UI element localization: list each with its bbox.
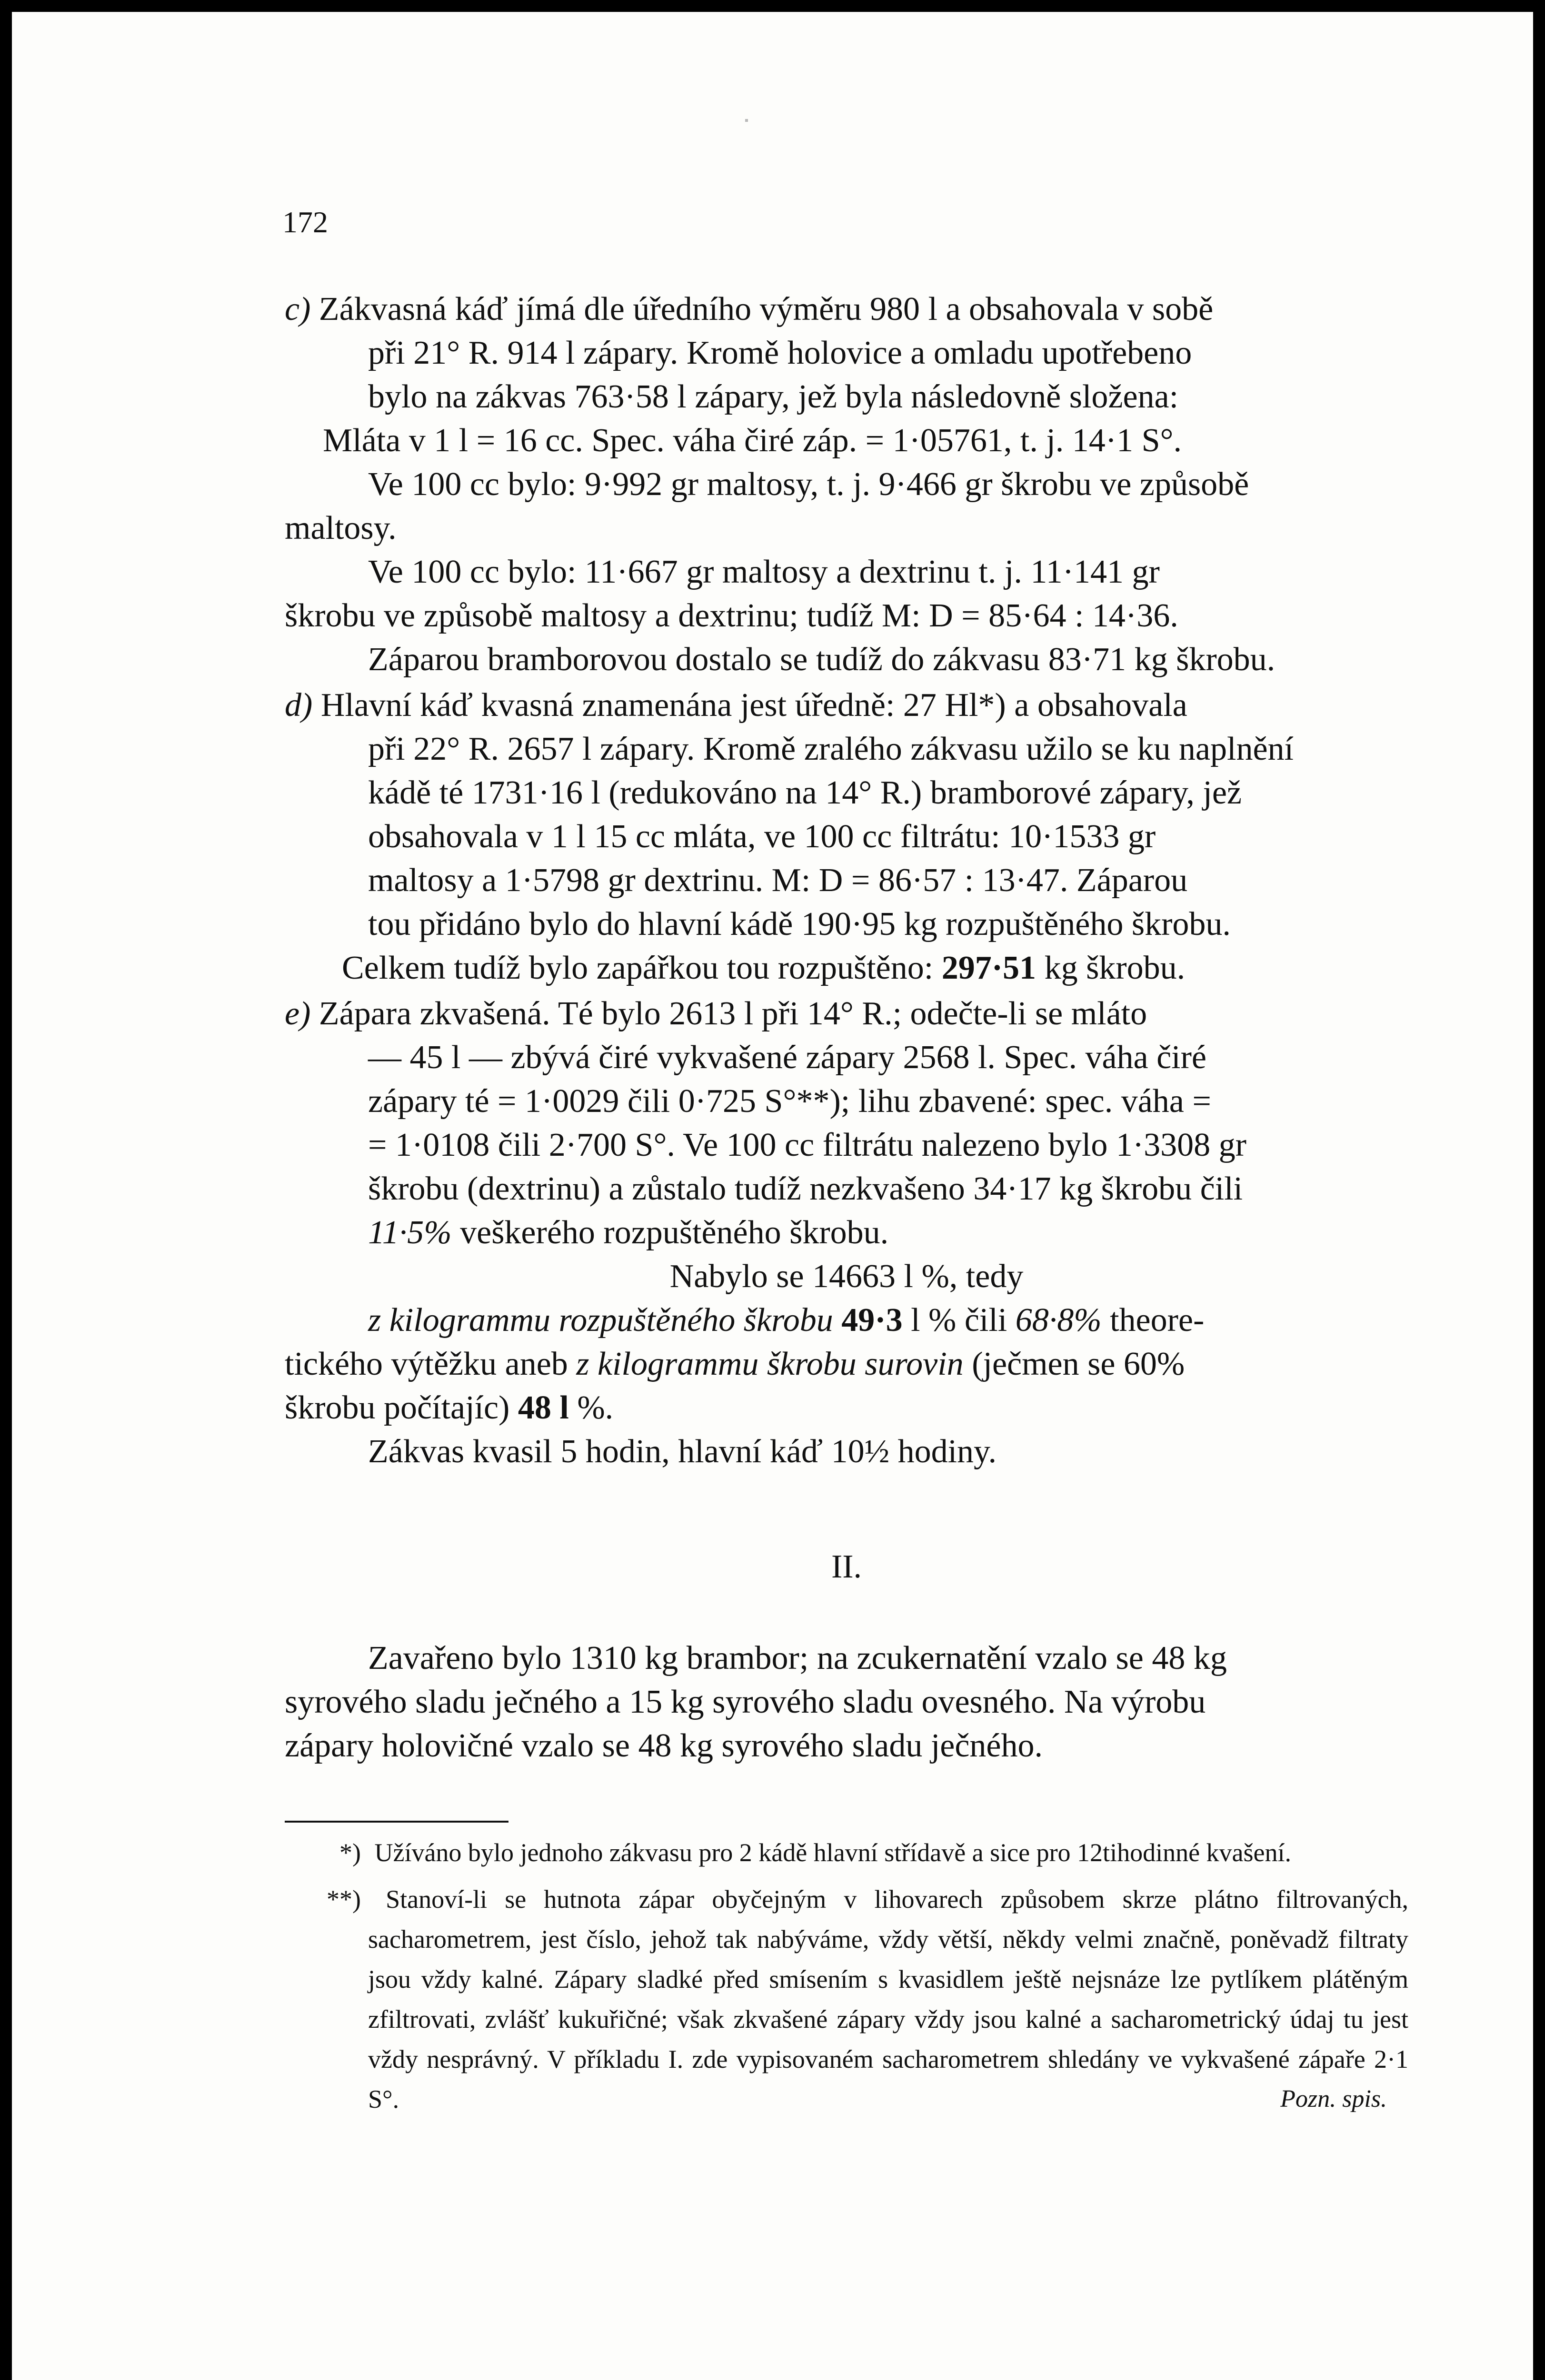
item-c bbox=[285, 288, 1408, 331]
item-d-line1: Hlavní káď kvasná znamenána jest úředně: 27 Hl*) a obsahovala bbox=[320, 687, 1187, 724]
item-d-line3: kádě té 1731·16 l (redukováno na 14° R.) bramborové zápary, jež bbox=[368, 774, 1242, 811]
item-c-line7: Ve 100 cc bylo: 11·667 gr maltosy a dextrinu t. j. 11·141 gr bbox=[368, 554, 1160, 590]
item-e-label: e) bbox=[285, 995, 311, 1032]
item-e-percent: 11·5% bbox=[368, 1214, 452, 1251]
item-e-line2: — 45 l — zbývá čiré vykvašené zápary 2568 l. Spec. váha čiré bbox=[368, 1039, 1207, 1076]
yield-line-3 bbox=[285, 1342, 1408, 1386]
footnote-rule bbox=[285, 1821, 508, 1823]
item-d bbox=[285, 684, 1408, 727]
yield-line-2 bbox=[285, 1299, 1408, 1342]
yield2-italic-2: 68·8% bbox=[1015, 1302, 1102, 1339]
item-d-label: d) bbox=[285, 687, 313, 724]
item-e-line6 bbox=[285, 1211, 1408, 1255]
item-c-label: c) bbox=[285, 291, 311, 327]
total-pre: Celkem tudíž bylo zapářkou tou rozpuštěno: bbox=[342, 950, 934, 986]
item-d-line4: obsahovala v 1 l 15 cc mláta, ve 100 cc filtrátu: 10·1533 gr bbox=[368, 818, 1156, 855]
total-value: 297·51 bbox=[941, 950, 1037, 986]
item-c-line9: Záparou bramborovou dostalo se tudíž do zákvasu 83·71 kg škrobu. bbox=[368, 641, 1276, 678]
item-c-line8: škrobu ve způsobě maltosy a dextrinu; tudíž M: D = 85·64 : 14·36. bbox=[285, 597, 1178, 634]
footnote-1-mark: *) bbox=[339, 1838, 361, 1867]
section-heading: II. bbox=[831, 1548, 862, 1585]
yield3-italic: z kilogrammu škrobu surovin bbox=[576, 1346, 964, 1382]
yield4-a: škrobu počítajíc) bbox=[285, 1389, 510, 1426]
yield2-bold: 49·3 bbox=[841, 1302, 903, 1339]
item-d-line5: maltosy a 1·5798 gr dextrinu. M: D = 86·57 : 13·47. Záparou bbox=[368, 862, 1188, 899]
item-c-line3: bylo na zákvas 763·58 l zápary, jež byla následovně složena: bbox=[368, 378, 1179, 415]
footnote-2-text: Stanoví-li se hutnota zápar obyčejným v lihovarech způsobem skrze plátno filtrovaných, sacharometrem, jest číslo, jehož tak nabýváme, vždy větší, někdy velmi značně, poněvadž filtraty jsou vždy kalné. Zápary sladké před smísením s kvasidlem ještě nejsnáze lze pytlíkem plátěným zfiltrovati, zvlášť kukuřičné; však zkvašené zápary vždy jsou kalné a sacharometrický údaj tu jest vždy nesprávný. V příkladu I. zde vypisovaném sacharometrem shledány ve vykvašené zápaře 2·1 S°. bbox=[368, 1885, 1409, 2113]
item-e-line6-rest: veškerého rozpuštěného škrobu. bbox=[460, 1214, 889, 1251]
scan-speck bbox=[745, 119, 748, 122]
section-line3: zápary holovičné vzalo se 48 kg syrového sladu ječného. bbox=[285, 1727, 1043, 1764]
item-e-line1: Zápara zkvašená. Té bylo 2613 l při 14° R.; odečte-li se mláto bbox=[319, 995, 1147, 1032]
footnote-2-mark: **) bbox=[327, 1885, 361, 1914]
main-text bbox=[285, 286, 1408, 1768]
section-line2: syrového sladu ječného a 15 kg syrového sladu ovesného. Na výrobu bbox=[285, 1684, 1206, 1720]
footnote-1 bbox=[285, 1833, 1408, 1873]
yield2-mid: l % čili bbox=[911, 1302, 1007, 1339]
item-c-line4: Mláta v 1 l = 16 cc. Spec. váha čiré záp. = 1·05761, t. j. 14·1 S°. bbox=[323, 422, 1182, 459]
footnote-1-text: Užíváno bylo jednoho zákvasu pro 2 kádě hlavní střídavě a sice pro 12tihodinné kvašení. bbox=[374, 1838, 1291, 1867]
yield2-italic-1: z kilogrammu rozpuštěného škrobu bbox=[368, 1302, 833, 1339]
item-e-line5: škrobu (dextrinu) a zůstalo tudíž nezkvašeno 34·17 kg škrobu čili bbox=[368, 1170, 1243, 1207]
item-d-line2: při 22° R. 2657 l zápary. Kromě zralého zákvasu užilo se ku naplnění bbox=[368, 731, 1294, 767]
yield3-a: tického výtěžku aneb bbox=[285, 1346, 568, 1382]
item-d-line6: tou přidáno bylo do hlavní kádě 190·95 kg rozpuštěného škrobu. bbox=[368, 906, 1231, 942]
item-e bbox=[285, 992, 1408, 1036]
yield4-b: %. bbox=[577, 1389, 614, 1426]
ferment-line: Zákvas kvasil 5 hodin, hlavní káď 10½ hodiny. bbox=[368, 1433, 997, 1470]
item-c-line5: Ve 100 cc bylo: 9·992 gr maltosy, t. j. 9·466 gr škrobu ve způsobě bbox=[368, 466, 1249, 503]
page-number: 172 bbox=[282, 205, 328, 239]
yield3-b: (ječmen se 60% bbox=[972, 1346, 1185, 1382]
total-post: kg škrobu. bbox=[1044, 950, 1186, 986]
item-c-line1: Zákvasná káď jímá dle úředního výměru 980 l a obsahovala v sobě bbox=[319, 291, 1214, 327]
item-c-line6: maltosy. bbox=[285, 510, 397, 546]
yield-line-4 bbox=[285, 1386, 1408, 1430]
footnote-2-signature: Pozn. spis. bbox=[1280, 2085, 1387, 2112]
item-c-line2: při 21° R. 914 l zápary. Kromě holovice a omladu upotřebeno bbox=[368, 335, 1192, 371]
yield4-bold: 48 l bbox=[518, 1389, 569, 1426]
yield-line: Nabylo se 14663 l %, tedy bbox=[669, 1258, 1024, 1295]
footnote-2 bbox=[285, 1879, 1408, 2119]
section-line1: Zavařeno bylo 1310 kg brambor; na zcukernatění vzalo se 48 kg bbox=[368, 1640, 1227, 1676]
item-e-line4: = 1·0108 čili 2·700 S°. Ve 100 cc filtrátu nalezeno bylo 1·3308 gr bbox=[368, 1127, 1246, 1163]
yield2-end: theore- bbox=[1110, 1302, 1205, 1339]
footnotes bbox=[285, 1833, 1408, 2126]
total-line bbox=[285, 946, 1408, 990]
item-e-line3: zápary té = 1·0029 čili 0·725 S°**); lihu zbavené: spec. váha = bbox=[368, 1083, 1211, 1120]
